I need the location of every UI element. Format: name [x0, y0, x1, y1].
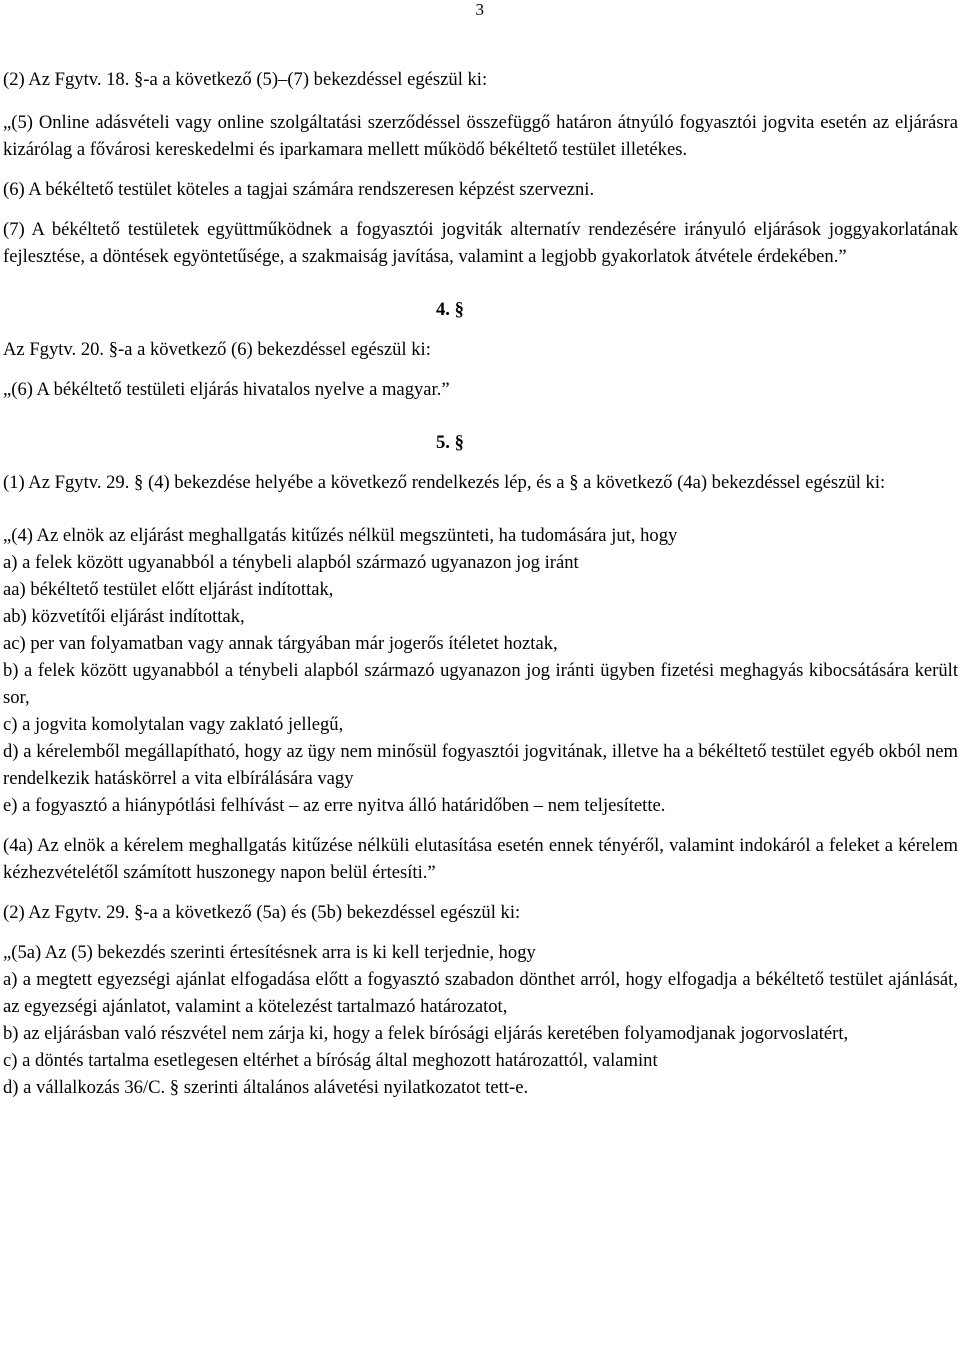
list-item: „(5a) Az (5) bekezdés szerinti értesítésnek arra is ki kell terjednie, hogy [3, 942, 536, 963]
page-number: 3 [475, 0, 484, 19]
paragraph-4a-rejection: (4a) Az elnök a kérelem meghallgatás kitűzése nélküli elutasítása esetén ennek tényéről, valamint indokáról a feleket a kérelem kézhezvételétől számított huszonegy napon belül értesíti.” [3, 835, 958, 883]
list-item: c) a jogvita komolytalan vagy zaklató jellegű, [3, 714, 344, 735]
paragraph-amendment-29-1: (1) Az Fgytv. 29. § (4) bekezdése helyébe a következő rendelkezés lép, és a § a következő (4a) bekezdéssel egészül ki: [3, 472, 886, 493]
list-item: d) a kérelemből megállapítható, hogy az ügy nem minősül fogyasztói jogvitának, illetve ha a békéltető testület egyéb okból nem rendelkezik hatáskörrel a vita elbírálására vagy [3, 741, 958, 789]
paragraph-5-online: „(5) Online adásvételi vagy online szolgáltatási szerződéssel összefüggő határon átnyúló fogyasztói jogvita esetén az eljárásra kizárólag a fővárosi kereskedelmi és iparkamara mellett működő békéltető testület illetékes. [3, 112, 958, 160]
list-item: b) az eljárásban való részvétel nem zárja ki, hogy a felek bírósági eljárás keretében folyamodjanak jogorvoslatért, [3, 1023, 849, 1044]
paragraph-6-language: „(6) A békéltető testületi eljárás hivatalos nyelve a magyar.” [3, 379, 450, 400]
document-body [3, 66, 958, 1101]
list-item: a) a felek között ugyanabból a ténybeli alapból származó ugyanazon jog iránt [3, 552, 579, 573]
list-item: d) a vállalkozás 36/C. § szerinti általános alávetési nyilatkozatot tett-e. [3, 1077, 529, 1098]
paragraph-amendment-20: Az Fgytv. 20. §-a a következő (6) bekezdéssel egészül ki: [3, 339, 431, 360]
list-item: b) a felek között ugyanabból a ténybeli alapból származó ugyanazon jog iránti ügyben fizetési meghagyás kibocsátására került sor, [3, 660, 958, 708]
list-item: a) a megtett egyezségi ajánlat elfogadása előtt a fogyasztó szabadon dönthet arról, hogy elfogadja a békéltető testület ajánlását, az egyezségi ajánlatot, valamint a kötelezést tartalmazó határozatot, [3, 969, 958, 1017]
section-heading-4: 4. § [436, 299, 464, 320]
list-item: „(4) Az elnök az eljárást meghallgatás kitűzés nélkül megszünteti, ha tudomására jut, hogy [3, 525, 678, 546]
paragraph-amendment-29-2: (2) Az Fgytv. 29. §-a a következő (5a) és (5b) bekezdéssel egészül ki: [3, 902, 521, 923]
list-item: ab) közvetítői eljárást indítottak, [3, 606, 245, 627]
list-item: e) a fogyasztó a hiánypótlási felhívást – az erre nyitva álló határidőben – nem teljesítette. [3, 795, 666, 816]
list-item: c) a döntés tartalma esetlegesen eltérhet a bíróság által meghozott határozattól, valamint [3, 1050, 658, 1071]
paragraph-7-cooperation: (7) A békéltető testületek együttműködnek a fogyasztói jogviták alternatív rendezésére irányuló eljárások joggyakorlatának fejlesztése, a döntések egyöntetűsége, a szakmaiság javítása, valamint a legjobb gyakorlatok átvétele érdekében.” [3, 219, 958, 267]
list-item: aa) békéltető testület előtt eljárást indítottak, [3, 579, 334, 600]
section-heading-5: 5. § [436, 432, 464, 453]
list-item: ac) per van folyamatban vagy annak tárgyában már jogerős ítéletet hoztak, [3, 633, 558, 654]
paragraph-6-training: (6) A békéltető testület köteles a tagjai számára rendszeresen képzést szervezni. [3, 179, 595, 200]
paragraph-amendment-18: (2) Az Fgytv. 18. §-a a következő (5)–(7) bekezdéssel egészül ki: [3, 69, 488, 90]
